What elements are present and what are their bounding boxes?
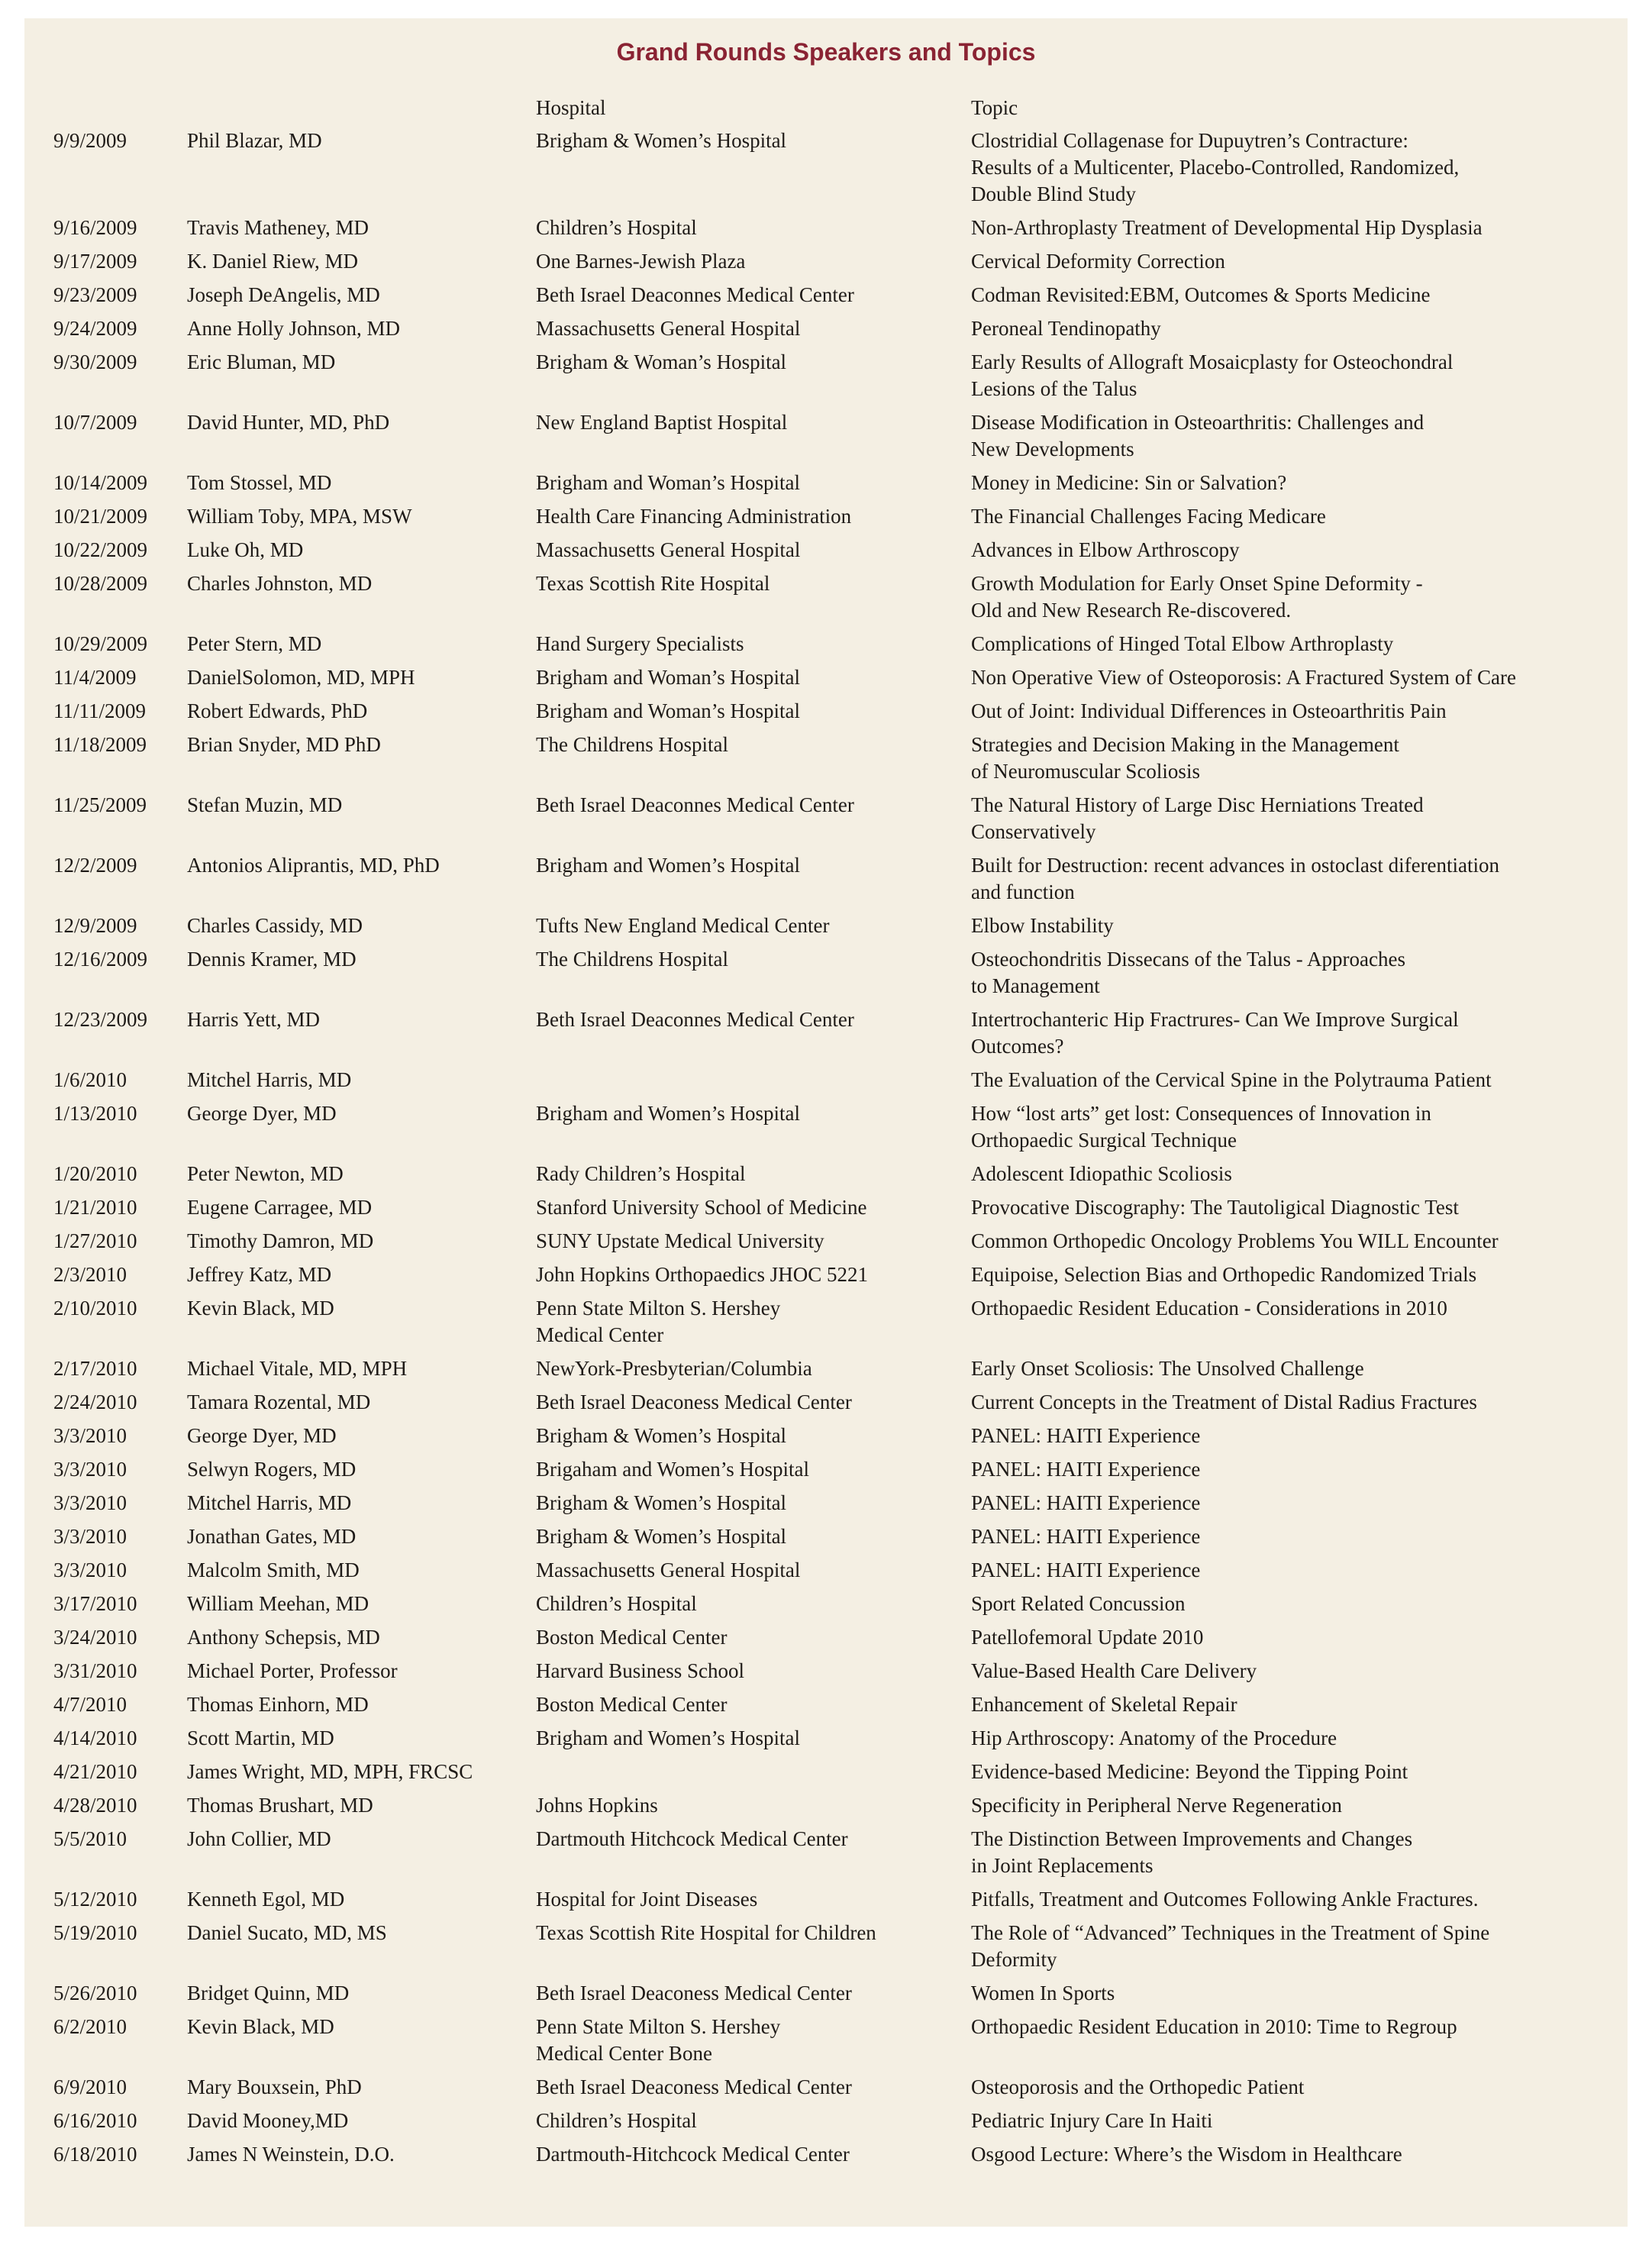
cell-topic: Osteochondritis Dissecans of the Talus - Approaches to Management xyxy=(971,948,1405,997)
cell-topic: Equipoise, Selection Bias and Orthopedic Randomized Trials xyxy=(971,1263,1477,1286)
cell-topic: Osgood Lecture: Where’s the Wisdom in Healthcare xyxy=(971,2143,1402,2166)
cell-speaker: Anne Holly Johnson, MD xyxy=(187,317,401,340)
cell-topic: PANEL: HAITI Experience xyxy=(971,1525,1201,1548)
table-row xyxy=(53,1826,1611,1886)
cell-speaker: Peter Newton, MD xyxy=(187,1162,344,1185)
cell-hospital: Brigham and Women’s Hospital xyxy=(536,1102,801,1125)
cell-topic: Non-Arthroplasty Treatment of Developmental Hip Dysplasia xyxy=(971,216,1483,239)
cell-speaker: K. Daniel Riew, MD xyxy=(187,250,358,273)
table-row xyxy=(53,1100,1611,1161)
table-row xyxy=(53,537,1611,570)
table-row xyxy=(53,2014,1611,2074)
cell-date: 2/24/2010 xyxy=(53,1391,137,1413)
cell-date: 4/28/2010 xyxy=(53,1794,137,1817)
cell-hospital: Children’s Hospital xyxy=(536,216,697,239)
cell-speaker: Robert Edwards, PhD xyxy=(187,699,368,722)
cell-speaker: Travis Matheney, MD xyxy=(187,216,369,239)
cell-topic: Common Orthopedic Oncology Problems You WILL Encounter xyxy=(971,1229,1499,1252)
table-row xyxy=(53,1691,1611,1725)
header-speaker xyxy=(187,95,536,128)
cell-hospital: Beth Israel Deaconess Medical Center xyxy=(536,2075,852,2098)
header-topic: Topic xyxy=(971,96,1018,119)
cell-topic: Current Concepts in the Treatment of Distal Radius Fractures xyxy=(971,1391,1477,1413)
cell-hospital: NewYork-Presbyterian/Columbia xyxy=(536,1357,812,1380)
cell-date: 9/16/2009 xyxy=(53,216,137,239)
cell-speaker: Luke Oh, MD xyxy=(187,538,304,561)
table-row xyxy=(53,1523,1611,1557)
table-row xyxy=(53,2141,1611,2175)
cell-speaker: Mitchel Harris, MD xyxy=(187,1068,352,1091)
table-row xyxy=(53,946,1611,1006)
cell-date: 1/21/2010 xyxy=(53,1196,137,1219)
cell-hospital: Hospital for Joint Diseases xyxy=(536,1888,758,1911)
table-row xyxy=(53,248,1611,282)
cell-speaker: Jonathan Gates, MD xyxy=(187,1525,357,1548)
cell-speaker: Dennis Kramer, MD xyxy=(187,948,357,971)
cell-date: 6/2/2010 xyxy=(53,2015,127,2038)
cell-speaker: Daniel Sucato, MD, MS xyxy=(187,1921,387,1944)
cell-speaker: Malcolm Smith, MD xyxy=(187,1559,360,1581)
cell-topic: Provocative Discography: The Tautoligical Diagnostic Test xyxy=(971,1196,1459,1219)
table-row xyxy=(53,631,1611,664)
cell-hospital: Brigham and Woman’s Hospital xyxy=(536,471,801,494)
cell-hospital: Harvard Business School xyxy=(536,1659,744,1682)
table-row xyxy=(53,570,1611,631)
table-row xyxy=(53,349,1611,409)
cell-speaker: Thomas Einhorn, MD xyxy=(187,1693,369,1716)
cell-date: 2/10/2010 xyxy=(53,1297,137,1320)
cell-speaker: Mitchel Harris, MD xyxy=(187,1491,352,1514)
cell-date: 11/18/2009 xyxy=(53,733,147,756)
cell-topic: Money in Medicine: Sin or Salvation? xyxy=(971,471,1287,494)
cell-hospital: New England Baptist Hospital xyxy=(536,411,788,434)
cell-hospital: Texas Scottish Rite Hospital for Children xyxy=(536,1921,876,1944)
table-row xyxy=(53,852,1611,913)
cell-speaker: DanielSolomon, MD, MPH xyxy=(187,666,415,689)
cell-topic: Specificity in Peripheral Nerve Regeneration xyxy=(971,1794,1342,1817)
cell-speaker: Michael Porter, Professor xyxy=(187,1659,398,1682)
cell-date: 10/28/2009 xyxy=(53,572,148,595)
cell-speaker: William Meehan, MD xyxy=(187,1592,369,1615)
cell-date: 4/7/2010 xyxy=(53,1693,127,1716)
cell-date: 1/27/2010 xyxy=(53,1229,137,1252)
cell-speaker: Brian Snyder, MD PhD xyxy=(187,733,381,756)
cell-hospital: Tufts New England Medical Center xyxy=(536,914,830,937)
cell-date: 12/2/2009 xyxy=(53,854,137,877)
cell-topic: PANEL: HAITI Experience xyxy=(971,1458,1201,1481)
cell-date: 12/23/2009 xyxy=(53,1008,148,1031)
cell-date: 6/16/2010 xyxy=(53,2109,137,2132)
cell-date: 5/12/2010 xyxy=(53,1888,137,1911)
cell-hospital: Boston Medical Center xyxy=(536,1693,728,1716)
table-row xyxy=(53,1920,1611,1980)
table-row xyxy=(53,913,1611,946)
table-row xyxy=(53,470,1611,503)
cell-topic: Peroneal Tendinopathy xyxy=(971,317,1161,340)
cell-topic: Evidence-based Medicine: Beyond the Tipping Point xyxy=(971,1760,1408,1783)
table-row xyxy=(53,409,1611,470)
table-row xyxy=(53,1067,1611,1100)
cell-date: 3/31/2010 xyxy=(53,1659,137,1682)
cell-topic: PANEL: HAITI Experience xyxy=(971,1559,1201,1581)
table-row xyxy=(53,1161,1611,1194)
cell-topic: Hip Arthroscopy: Anatomy of the Procedure xyxy=(971,1727,1337,1749)
cell-topic: Codman Revisited:EBM, Outcomes & Sports Medicine xyxy=(971,283,1431,306)
cell-speaker: Mary Bouxsein, PhD xyxy=(187,2075,362,2098)
cell-topic: Early Results of Allograft Mosaicplasty for Osteochondral Lesions of the Talus xyxy=(971,350,1454,400)
cell-topic: Orthopaedic Resident Education - Considerations in 2010 xyxy=(971,1297,1447,1320)
cell-topic: The Natural History of Large Disc Herniations Treated Conservatively xyxy=(971,793,1424,843)
cell-speaker: David Hunter, MD, PhD xyxy=(187,411,390,434)
cell-hospital: John Hopkins Orthopaedics JHOC 5221 xyxy=(536,1263,868,1286)
cell-topic: Out of Joint: Individual Differences in Osteoarthritis Pain xyxy=(971,699,1447,722)
cell-topic: Non Operative View of Osteoporosis: A Fractured System of Care xyxy=(971,666,1516,689)
cell-date: 6/9/2010 xyxy=(53,2075,127,2098)
cell-speaker: Jeffrey Katz, MD xyxy=(187,1263,332,1286)
cell-speaker: Kevin Black, MD xyxy=(187,2015,334,2038)
cell-speaker: John Collier, MD xyxy=(187,1827,331,1850)
table-row xyxy=(53,664,1611,698)
cell-date: 3/3/2010 xyxy=(53,1458,127,1481)
header-date xyxy=(53,95,187,128)
cell-topic: Adolescent Idiopathic Scoliosis xyxy=(971,1162,1232,1185)
cell-topic: The Role of “Advanced” Techniques in the Treatment of Spine Deformity xyxy=(971,1921,1490,1971)
cell-date: 2/3/2010 xyxy=(53,1263,127,1286)
header-hospital: Hospital xyxy=(536,96,606,119)
cell-date: 9/23/2009 xyxy=(53,283,137,306)
table-row xyxy=(53,1456,1611,1490)
cell-speaker: Eugene Carragee, MD xyxy=(187,1196,373,1219)
cell-topic: Intertrochanteric Hip Fractrures- Can We Improve Surgical Outcomes? xyxy=(971,1008,1459,1058)
cell-date: 10/7/2009 xyxy=(53,411,137,434)
cell-speaker: Stefan Muzin, MD xyxy=(187,793,343,816)
cell-speaker: Scott Martin, MD xyxy=(187,1727,334,1749)
cell-speaker: Harris Yett, MD xyxy=(187,1008,321,1031)
cell-hospital: SUNY Upstate Medical University xyxy=(536,1229,824,1252)
table-row xyxy=(53,1591,1611,1624)
cell-date: 6/18/2010 xyxy=(53,2143,137,2166)
cell-hospital: Children’s Hospital xyxy=(536,2109,697,2132)
cell-hospital: Beth Israel Deaconnes Medical Center xyxy=(536,1008,854,1031)
cell-hospital: Dartmouth-Hitchcock Medical Center xyxy=(536,2143,850,2166)
table-row xyxy=(53,315,1611,349)
page-title: Grand Rounds Speakers and Topics xyxy=(616,38,1036,66)
cell-speaker: Eric Bluman, MD xyxy=(187,350,336,373)
cell-topic: PANEL: HAITI Experience xyxy=(971,1491,1201,1514)
table-row xyxy=(53,1194,1611,1228)
cell-hospital: Massachusetts General Hospital xyxy=(536,1559,801,1581)
table-row xyxy=(53,215,1611,248)
cell-date: 10/14/2009 xyxy=(53,471,148,494)
cell-hospital xyxy=(536,1759,971,1792)
table-row xyxy=(53,128,1611,215)
table-row xyxy=(53,732,1611,792)
cell-hospital xyxy=(536,1067,971,1100)
cell-date: 9/9/2009 xyxy=(53,129,127,152)
cell-speaker: William Toby, MPA, MSW xyxy=(187,505,412,528)
cell-topic: Value-Based Health Care Delivery xyxy=(971,1659,1257,1682)
cell-hospital: Beth Israel Deaconess Medical Center xyxy=(536,1391,852,1413)
cell-hospital: Johns Hopkins xyxy=(536,1794,658,1817)
cell-topic: Disease Modification in Osteoarthritis: Challenges and New Developments xyxy=(971,411,1425,460)
cell-date: 10/22/2009 xyxy=(53,538,148,561)
cell-date: 11/25/2009 xyxy=(53,793,147,816)
cell-hospital: Massachusetts General Hospital xyxy=(536,538,801,561)
cell-hospital: Brigaham and Women’s Hospital xyxy=(536,1458,810,1481)
table-row xyxy=(53,1355,1611,1389)
cell-topic: Complications of Hinged Total Elbow Arthroplasty xyxy=(971,632,1394,655)
document-page xyxy=(24,18,1628,2227)
table-row xyxy=(53,792,1611,852)
cell-topic: Advances in Elbow Arthroscopy xyxy=(971,538,1240,561)
cell-topic: Patellofemoral Update 2010 xyxy=(971,1626,1204,1649)
cell-hospital: The Childrens Hospital xyxy=(536,733,728,756)
cell-date: 11/11/2009 xyxy=(53,699,146,722)
cell-date: 3/24/2010 xyxy=(53,1626,137,1649)
table-row xyxy=(53,503,1611,537)
table-row xyxy=(53,1490,1611,1523)
cell-speaker: James Wright, MD, MPH, FRCSC xyxy=(187,1760,473,1783)
table-row xyxy=(53,1658,1611,1691)
cell-topic: Enhancement of Skeletal Repair xyxy=(971,1693,1237,1716)
table-row xyxy=(53,1228,1611,1261)
table-row xyxy=(53,1624,1611,1658)
cell-date: 4/21/2010 xyxy=(53,1760,137,1783)
cell-topic: The Distinction Between Improvements and Changes in Joint Replacements xyxy=(971,1827,1413,1877)
cell-topic: Pediatric Injury Care In Haiti xyxy=(971,2109,1213,2132)
cell-speaker: James N Weinstein, D.O. xyxy=(187,2143,395,2166)
table-row xyxy=(53,1725,1611,1759)
cell-hospital: Brigham and Woman’s Hospital xyxy=(536,699,801,722)
cell-topic: Sport Related Concussion xyxy=(971,1592,1186,1615)
cell-topic: The Evaluation of the Cervical Spine in the Polytrauma Patient xyxy=(971,1068,1492,1091)
cell-hospital: Brigham & Women’s Hospital xyxy=(536,1424,787,1447)
cell-hospital: Texas Scottish Rite Hospital xyxy=(536,572,770,595)
table-row xyxy=(53,282,1611,315)
cell-hospital: Stanford University School of Medicine xyxy=(536,1196,867,1219)
cell-speaker: Charles Johnston, MD xyxy=(187,572,373,595)
cell-date: 1/6/2010 xyxy=(53,1068,127,1091)
cell-topic: Orthopaedic Resident Education in 2010: Time to Regroup xyxy=(971,2015,1457,2038)
cell-topic: Elbow Instability xyxy=(971,914,1114,937)
cell-speaker: Timothy Damron, MD xyxy=(187,1229,374,1252)
cell-speaker: George Dyer, MD xyxy=(187,1424,337,1447)
cell-topic: Growth Modulation for Early Onset Spine Deformity - Old and New Research Re-discovered. xyxy=(971,572,1423,622)
cell-topic: Built for Destruction: recent advances in ostoclast diferentiation and function xyxy=(971,854,1500,903)
table-row xyxy=(53,1261,1611,1295)
cell-date: 3/3/2010 xyxy=(53,1424,127,1447)
cell-date: 5/19/2010 xyxy=(53,1921,137,1944)
table-row xyxy=(53,2074,1611,2108)
cell-date: 1/13/2010 xyxy=(53,1102,137,1125)
table-row xyxy=(53,1006,1611,1067)
cell-hospital: Brigham & Women’s Hospital xyxy=(536,129,787,152)
cell-topic: Osteoporosis and the Orthopedic Patient xyxy=(971,2075,1305,2098)
cell-speaker: David Mooney,MD xyxy=(187,2109,349,2132)
table-row xyxy=(53,1759,1611,1792)
cell-speaker: Peter Stern, MD xyxy=(187,632,322,655)
cell-hospital: Dartmouth Hitchcock Medical Center xyxy=(536,1827,848,1850)
cell-hospital: Brigham & Women’s Hospital xyxy=(536,1525,787,1548)
header-row xyxy=(53,95,1611,128)
cell-date: 9/17/2009 xyxy=(53,250,137,273)
cell-topic: Pitfalls, Treatment and Outcomes Following Ankle Fractures. xyxy=(971,1888,1479,1911)
cell-date: 5/26/2010 xyxy=(53,1982,137,2004)
cell-hospital: One Barnes-Jewish Plaza xyxy=(536,250,746,273)
cell-topic: Early Onset Scoliosis: The Unsolved Challenge xyxy=(971,1357,1364,1380)
cell-topic: The Financial Challenges Facing Medicare xyxy=(971,505,1326,528)
cell-date: 12/9/2009 xyxy=(53,914,137,937)
cell-date: 5/5/2010 xyxy=(53,1827,127,1850)
cell-date: 10/29/2009 xyxy=(53,632,148,655)
cell-speaker: Michael Vitale, MD, MPH xyxy=(187,1357,408,1380)
cell-hospital: Boston Medical Center xyxy=(536,1626,728,1649)
cell-hospital: Beth Israel Deaconess Medical Center xyxy=(536,1982,852,2004)
cell-hospital: Brigham and Women’s Hospital xyxy=(536,1727,801,1749)
cell-speaker: Joseph DeAngelis, MD xyxy=(187,283,380,306)
cell-date: 4/14/2010 xyxy=(53,1727,137,1749)
cell-hospital: Beth Israel Deaconnes Medical Center xyxy=(536,793,854,816)
cell-hospital: Brigham and Woman’s Hospital xyxy=(536,666,801,689)
cell-hospital: Massachusetts General Hospital xyxy=(536,317,801,340)
cell-hospital: Brigham & Women’s Hospital xyxy=(536,1491,787,1514)
cell-topic: PANEL: HAITI Experience xyxy=(971,1424,1201,1447)
cell-speaker: Bridget Quinn, MD xyxy=(187,1982,350,2004)
cell-date: 3/17/2010 xyxy=(53,1592,137,1615)
cell-date: 9/24/2009 xyxy=(53,317,137,340)
cell-topic: Clostridial Collagenase for Dupuytren’s Contracture: Results of a Multicenter, Placebo-Controlled, Randomized, Double Blind Study xyxy=(971,129,1460,205)
cell-speaker: Kevin Black, MD xyxy=(187,1297,334,1320)
table-row xyxy=(53,1389,1611,1423)
cell-date: 1/20/2010 xyxy=(53,1162,137,1185)
cell-speaker: Tamara Rozental, MD xyxy=(187,1391,371,1413)
cell-hospital: Penn State Milton S. Hershey Medical Center Bone xyxy=(536,2015,781,2065)
cell-topic: Women In Sports xyxy=(971,1982,1115,2004)
table-row xyxy=(53,1980,1611,2014)
cell-speaker: Antonios Aliprantis, MD, PhD xyxy=(187,854,440,877)
cell-hospital: The Childrens Hospital xyxy=(536,948,728,971)
cell-date: 3/3/2010 xyxy=(53,1491,127,1514)
cell-hospital: Beth Israel Deaconnes Medical Center xyxy=(536,283,854,306)
table-row xyxy=(53,1295,1611,1355)
cell-speaker: Phil Blazar, MD xyxy=(187,129,322,152)
table-row xyxy=(53,1557,1611,1591)
cell-hospital: Health Care Financing Administration xyxy=(536,505,852,528)
cell-hospital: Brigham & Woman’s Hospital xyxy=(536,350,787,373)
table-row xyxy=(53,1886,1611,1920)
cell-date: 11/4/2009 xyxy=(53,666,137,689)
cell-hospital: Rady Children’s Hospital xyxy=(536,1162,746,1185)
cell-topic: How “lost arts” get lost: Consequences of Innovation in Orthopaedic Surgical Technique xyxy=(971,1102,1431,1152)
table-row xyxy=(53,1792,1611,1826)
table-row xyxy=(53,698,1611,732)
cell-hospital: Penn State Milton S. Hershey Medical Center xyxy=(536,1297,781,1346)
cell-hospital: Children’s Hospital xyxy=(536,1592,697,1615)
cell-hospital: Brigham and Women’s Hospital xyxy=(536,854,801,877)
cell-date: 12/16/2009 xyxy=(53,948,148,971)
cell-date: 9/30/2009 xyxy=(53,350,137,373)
cell-topic: Cervical Deformity Correction xyxy=(971,250,1225,273)
cell-date: 2/17/2010 xyxy=(53,1357,137,1380)
cell-speaker: Charles Cassidy, MD xyxy=(187,914,363,937)
table-row xyxy=(53,2108,1611,2141)
cell-speaker: Selwyn Rogers, MD xyxy=(187,1458,357,1481)
cell-hospital: Hand Surgery Specialists xyxy=(536,632,744,655)
schedule-table xyxy=(53,95,1611,2175)
cell-date: 10/21/2009 xyxy=(53,505,148,528)
table-row xyxy=(53,1423,1611,1456)
cell-speaker: Tom Stossel, MD xyxy=(187,471,332,494)
cell-date: 3/3/2010 xyxy=(53,1525,127,1548)
cell-date: 3/3/2010 xyxy=(53,1559,127,1581)
cell-speaker: Kenneth Egol, MD xyxy=(187,1888,345,1911)
cell-topic: Strategies and Decision Making in the Management of Neuromuscular Scoliosis xyxy=(971,733,1399,783)
cell-speaker: Anthony Schepsis, MD xyxy=(187,1626,380,1649)
cell-speaker: George Dyer, MD xyxy=(187,1102,337,1125)
cell-speaker: Thomas Brushart, MD xyxy=(187,1794,373,1817)
